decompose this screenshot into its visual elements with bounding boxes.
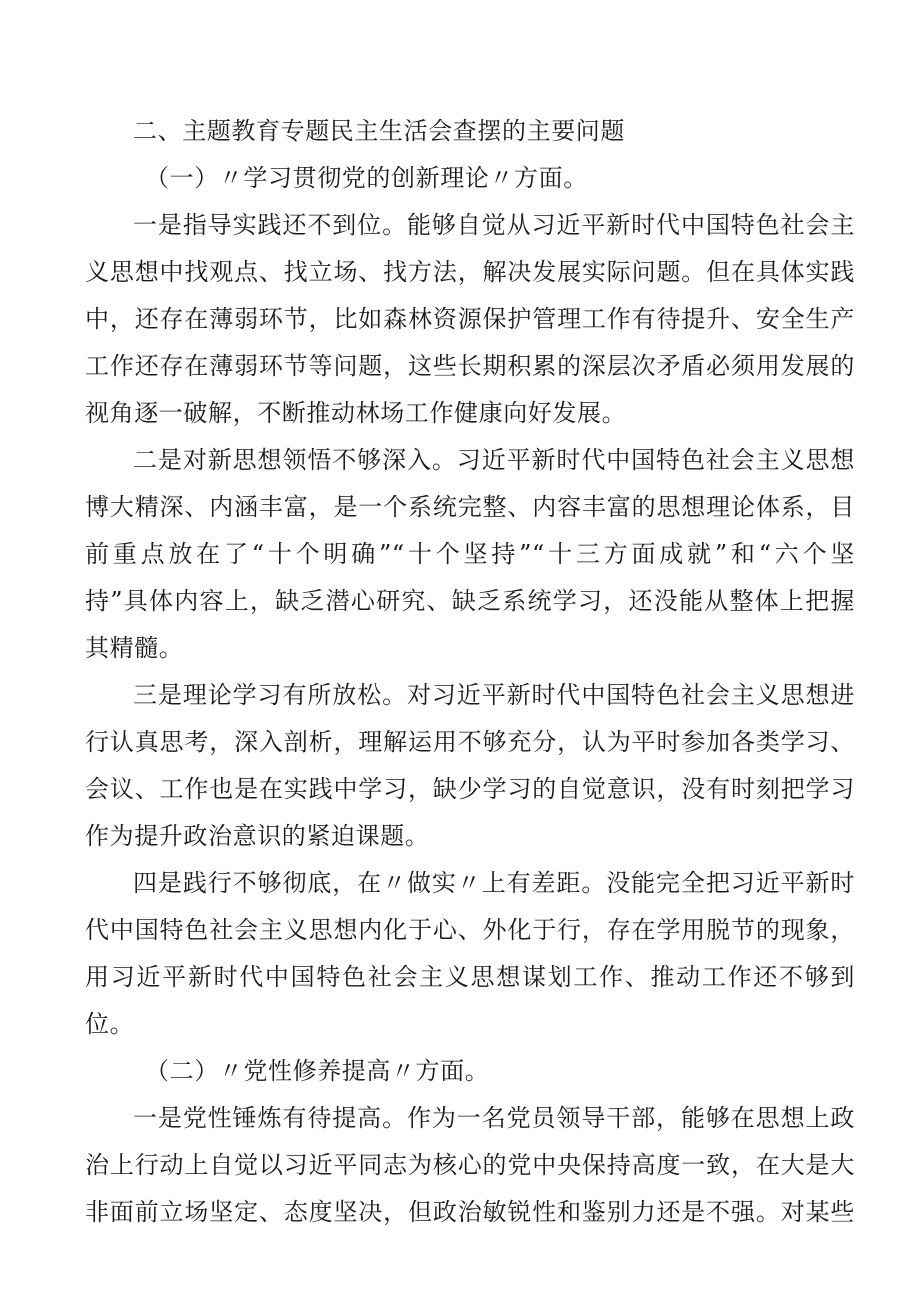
paragraph-line: 代中国特色社会主义思想内化于心、外化于行，存在学用脱节的现象， <box>85 916 855 944</box>
paragraph-line: 一是党性锤炼有待提高。作为一名党员领导干部，能够在思想上政 <box>133 1104 855 1132</box>
document-body <box>85 108 855 1236</box>
paragraph-five <box>85 1095 855 1236</box>
paragraph-line: 会议、工作也是在实践中学习，缺少学习的自觉意识，没有时刻把学习 <box>85 775 855 803</box>
paragraph-two <box>85 437 855 672</box>
paragraph-line: 一是指导实践还不到位。能够自觉从习近平新时代中国特色社会主 <box>133 211 855 239</box>
paragraph-line: 工作还存在薄弱环节等问题，这些长期积累的深层次矛盾必须用发展的 <box>85 352 855 380</box>
paragraph-four <box>85 860 855 1048</box>
paragraph-line: 义思想中找观点、找立场、找方法，解决发展实际问题。但在具体实践 <box>85 258 855 286</box>
paragraph-line: 治上行动上自觉以习近平同志为核心的党中央保持高度一致，在大是大 <box>85 1151 855 1179</box>
paragraph-line: 三是理论学习有所放松。对习近平新时代中国特色社会主义思想进 <box>133 681 855 709</box>
subsection-title-two: （二）〃党性修养提高〃方面。 <box>145 1057 490 1085</box>
paragraph-line: 位。 <box>85 1010 135 1038</box>
section-heading: 二、主题教育专题民主生活会查摆的主要问题 <box>133 117 625 145</box>
paragraph-line: 行认真思考，深入剖析，理解运用不够充分，认为平时参加各类学习、 <box>85 728 855 756</box>
paragraph-three <box>85 672 855 860</box>
paragraph-line: 非面前立场坚定、态度坚决，但政治敏锐性和鉴别力还是不强。对某些 <box>85 1198 855 1226</box>
paragraph-line: 博大精深、内涵丰富，是一个系统完整、内容丰富的思想理论体系，目 <box>85 493 855 521</box>
paragraph-line: 二是对新思想领悟不够深入。习近平新时代中国特色社会主义思想 <box>133 446 855 474</box>
paragraph-line: 中，还存在薄弱环节，比如森林资源保护管理工作有待提升、安全生产 <box>85 305 855 333</box>
paragraph-one <box>85 202 855 437</box>
subsection-title-one: （一）〃学习贯彻党的创新理论〃方面。 <box>145 164 588 192</box>
paragraph-line: 前重点放在了“十个明确”“十个坚持”“十三方面成就”和“六个坚 <box>85 540 855 568</box>
paragraph-line: 视角逐一破解，不断推动林场工作健康向好发展。 <box>85 399 627 427</box>
paragraph-line: 四是践行不够彻底，在〃做实〃上有差距。没能完全把习近平新时 <box>133 869 855 897</box>
paragraph-line: 其精髓。 <box>85 634 184 662</box>
paragraph-line: 持”具体内容上，缺乏潜心研究、缺乏系统学习，还没能从整体上把握 <box>85 587 855 615</box>
paragraph-line: 作为提升政治意识的紧迫课题。 <box>85 822 430 850</box>
paragraph-line: 用习近平新时代中国特色社会主义思想谋划工作、推动工作还不够到 <box>85 963 855 991</box>
